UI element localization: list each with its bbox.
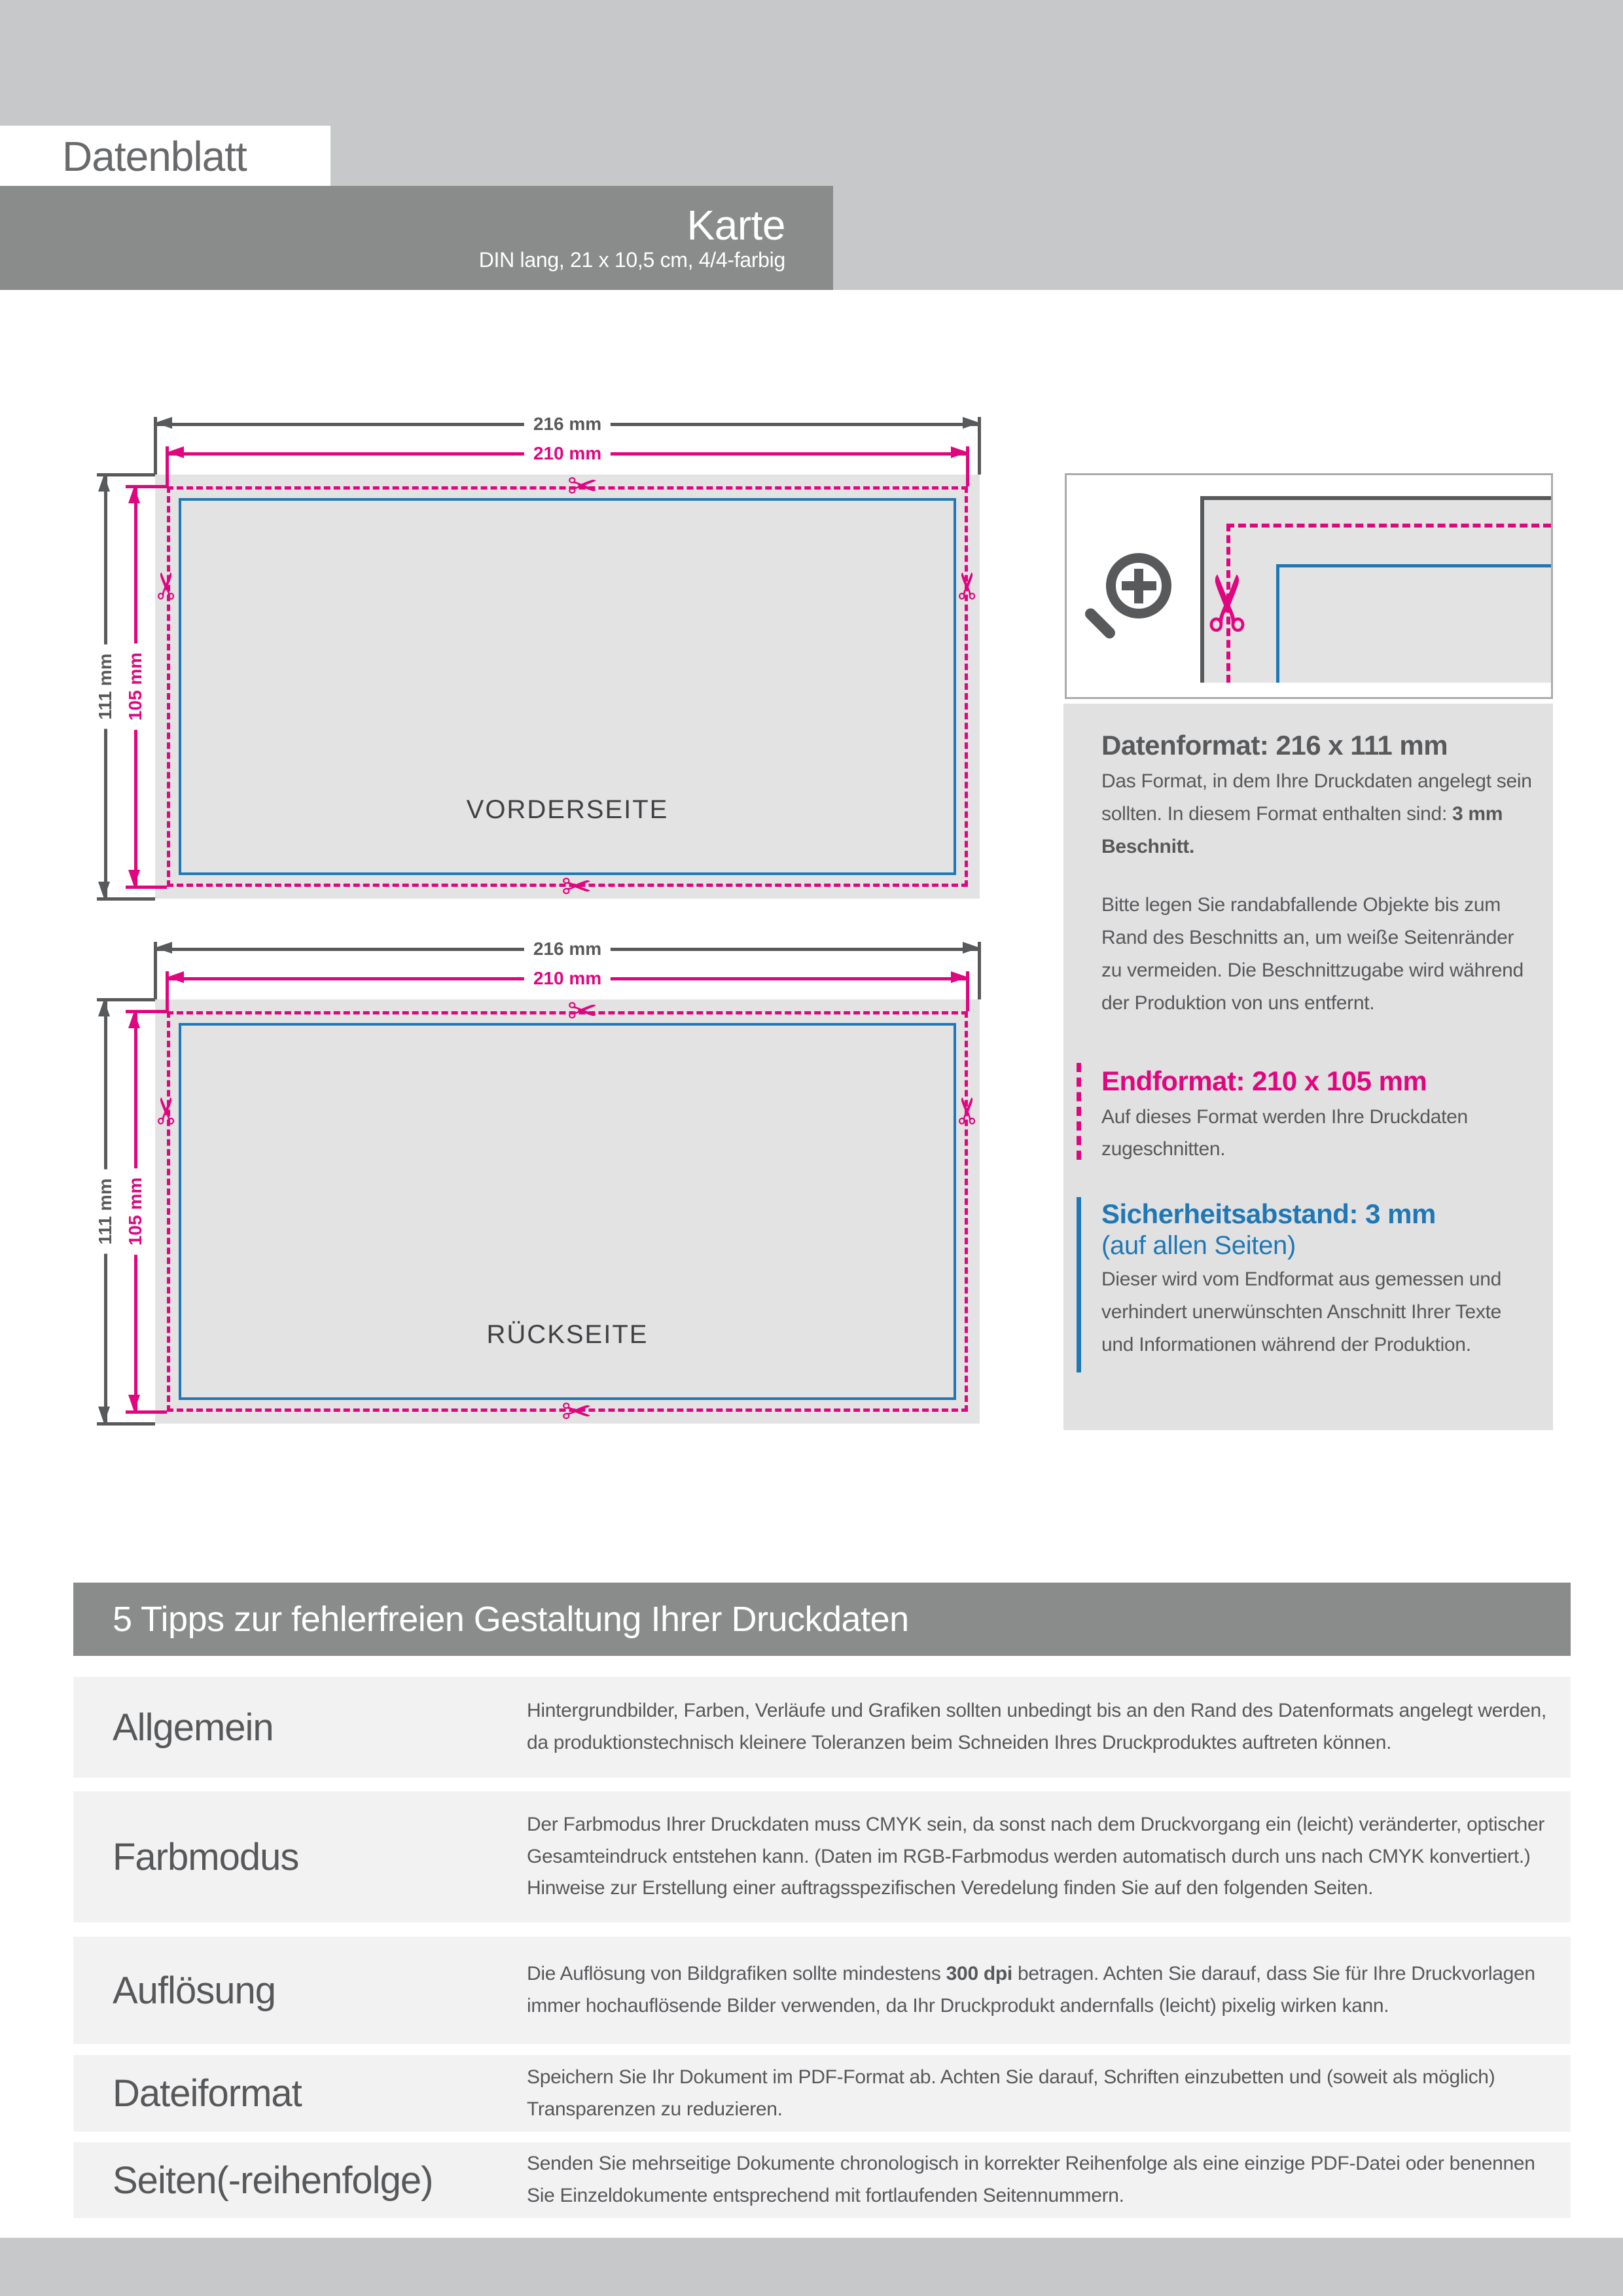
scissors-icon: ✂ bbox=[1183, 570, 1274, 636]
tip-row-allgemein bbox=[73, 1677, 1571, 1778]
magnifier-plus-icon bbox=[1134, 569, 1143, 603]
datenformat-body-bold: 3 mm Beschnitt. bbox=[1101, 802, 1503, 857]
dim-trim-height-label: 105 mm bbox=[124, 643, 147, 730]
arrow-down-icon bbox=[128, 870, 140, 887]
dim-trim-height-label: 105 mm bbox=[124, 1168, 147, 1255]
safety-line-swatch bbox=[1077, 1197, 1081, 1372]
datenformat-block bbox=[1101, 730, 1535, 1020]
magnifier-handle bbox=[1082, 606, 1117, 641]
dim-trim-width-label: 210 mm bbox=[524, 967, 611, 990]
arrow-up-icon bbox=[128, 486, 140, 503]
datenformat-body bbox=[1101, 765, 1535, 863]
front-diagram bbox=[65, 412, 1014, 929]
tip-body: Senden Sie mehrseitige Dokumente chronologisch in korrekter Reihenfolge als eine einzige PDF-Datei oder benennen Sie Einzeldokumente entsprechend mit fortlaufenden Seitennummern. bbox=[527, 2153, 1535, 2206]
arrow-left-icon bbox=[155, 942, 172, 954]
scissors-icon: ✂ bbox=[567, 990, 598, 1033]
datenformat-body-text: Das Format, in dem Ihre Druckdaten angelegt sein sollten. In diesem Format enthalten sind: bbox=[1101, 770, 1532, 825]
tip-body bbox=[527, 1958, 1548, 2022]
back-side-label: RÜCKSEITE bbox=[486, 1320, 649, 1349]
scissors-icon: ✂ bbox=[145, 1095, 188, 1126]
dim-outer-width bbox=[155, 415, 980, 433]
dim-outer-height bbox=[96, 475, 115, 899]
arrow-down-icon bbox=[98, 1407, 110, 1424]
datenformat-title: Datenformat: 216 x 111 mm bbox=[1101, 730, 1448, 761]
doc-label-box bbox=[0, 126, 330, 187]
tip-row-aufloesung bbox=[73, 1937, 1571, 2044]
arrow-up-icon bbox=[98, 475, 110, 492]
dim-outer-width-label: 216 mm bbox=[524, 937, 611, 961]
scissors-icon: ✂ bbox=[145, 570, 188, 601]
dim-outer-height-label: 111 mm bbox=[94, 644, 117, 728]
sicherheitsabstand-subtitle: (auf allen Seiten) bbox=[1101, 1231, 1296, 1261]
product-title-band bbox=[0, 186, 833, 290]
tips-title: 5 Tipps zur fehlerfreien Gestaltung Ihrer Druckdaten bbox=[113, 1600, 909, 1639]
endformat-body: Auf dieses Format werden Ihre Druckdaten zugeschnitten. bbox=[1101, 1105, 1468, 1160]
detail-safety-line bbox=[1276, 564, 1279, 683]
tip-label: Dateiformat bbox=[113, 2072, 302, 2115]
tip-body-text: betragen. Achten Sie darauf, dass Sie für Ihre Druckvorlagen immer hochauflösende Bilder verwenden, da Ihr Druckprodukt andernfalls (leicht) pixelig wirken kann. bbox=[527, 1963, 1535, 2017]
dim-outer-height bbox=[96, 999, 115, 1424]
scissors-icon: ✂ bbox=[946, 1095, 990, 1126]
endformat-block bbox=[1101, 1066, 1535, 1166]
arrow-right-icon bbox=[951, 446, 968, 458]
arrow-up-icon bbox=[98, 999, 110, 1016]
trim-line-swatch bbox=[1077, 1063, 1081, 1160]
tip-label: Farbmodus bbox=[113, 1835, 299, 1878]
scissors-icon: ✂ bbox=[561, 1390, 592, 1433]
tip-row-farbmodus bbox=[73, 1791, 1571, 1922]
dim-outer-height-label: 111 mm bbox=[94, 1169, 117, 1253]
detail-safety-line bbox=[1276, 564, 1551, 567]
product-title: Karte bbox=[687, 201, 785, 249]
back-diagram bbox=[65, 937, 1014, 1454]
format-info-panel bbox=[1063, 704, 1553, 1430]
tip-row-seitenreihenfolge bbox=[73, 2142, 1571, 2218]
arrow-left-icon bbox=[155, 417, 172, 429]
tips-header-band bbox=[73, 1583, 1571, 1656]
dim-outer-width bbox=[155, 940, 980, 958]
dim-trim-height bbox=[126, 1011, 145, 1412]
tip-row-dateiformat bbox=[73, 2055, 1571, 2132]
arrow-left-icon bbox=[167, 971, 184, 983]
tip-body-text: Die Auflösung von Bildgrafiken sollte mindestens bbox=[527, 1963, 946, 1985]
arrow-right-icon bbox=[963, 417, 980, 429]
datenformat-body2: Bitte legen Sie randabfallende Objekte bis zum Rand des Beschnitts an, um weiße Seitenränder zu vermeiden. Die Beschnittzugabe wird während der Produktion von uns entfernt. bbox=[1101, 894, 1524, 1014]
tip-body-bold: 300 dpi bbox=[946, 1963, 1012, 1985]
product-subtitle: DIN lang, 21 x 10,5 cm, 4/4-farbig bbox=[478, 247, 785, 272]
tip-label: Seiten(-reihenfolge) bbox=[113, 2159, 433, 2202]
scissors-icon: ✂ bbox=[946, 570, 990, 601]
tip-body: Speichern Sie Ihr Dokument im PDF-Format ab. Achten Sie darauf, Schriften einzubetten und (soweit als möglich) Transparenzen zu reduzieren. bbox=[527, 2066, 1495, 2120]
arrow-left-icon bbox=[167, 446, 184, 458]
arrow-up-icon bbox=[128, 1011, 140, 1028]
tip-label: Allgemein bbox=[113, 1706, 274, 1749]
arrow-right-icon bbox=[963, 942, 980, 954]
front-side-label: VORDERSEITE bbox=[466, 795, 669, 824]
sicherheitsabstand-block bbox=[1101, 1198, 1535, 1361]
endformat-title: Endformat: 210 x 105 mm bbox=[1101, 1065, 1427, 1096]
zoom-detail-box bbox=[1065, 473, 1553, 699]
dim-trim-width-label: 210 mm bbox=[524, 442, 611, 465]
scissors-icon: ✂ bbox=[567, 465, 598, 508]
sicherheitsabstand-body: Dieser wird vom Endformat aus gemessen und verhindert unerwünschten Anschnitt Ihrer Texte und Informationen während der Produktion. bbox=[1101, 1268, 1502, 1355]
dim-trim-height bbox=[126, 486, 145, 887]
detail-data-edge bbox=[1200, 496, 1551, 500]
sicherheitsabstand-title: Sicherheitsabstand: 3 mm bbox=[1101, 1198, 1436, 1230]
arrow-right-icon bbox=[951, 971, 968, 983]
dim-outer-width-label: 216 mm bbox=[524, 412, 611, 436]
scissors-icon: ✂ bbox=[561, 865, 592, 908]
tip-body: Der Farbmodus Ihrer Druckdaten muss CMYK sein, da sonst nach dem Druckvorgang ein (leicht) veränderter, optischer Gesamteindruck entstehen kann. (Daten im RGB-Farbmodus werden automatisch durch uns nach CMYK konvertiert.) Hinweise zur Erstellung einer auftragsspezifischen Veredelung finden Sie auf den folgenden Seiten. bbox=[527, 1813, 1545, 1899]
footer-bar bbox=[0, 2238, 1623, 2296]
detail-trim-line bbox=[1226, 524, 1551, 528]
dim-trim-width bbox=[167, 444, 968, 463]
tip-body: Hintergrundbilder, Farben, Verläufe und Grafiken sollten unbedingt bis an den Rand des Datenformats angelegt werden, da produktionstechnisch kleinere Toleranzen beim Schneiden Ihres Druckproduktes auftreten können. bbox=[527, 1700, 1546, 1753]
tip-label: Auflösung bbox=[113, 1969, 276, 2012]
dim-trim-width bbox=[167, 969, 968, 988]
arrow-down-icon bbox=[98, 882, 110, 899]
arrow-down-icon bbox=[128, 1395, 140, 1412]
doc-label: Datenblatt bbox=[62, 132, 247, 180]
